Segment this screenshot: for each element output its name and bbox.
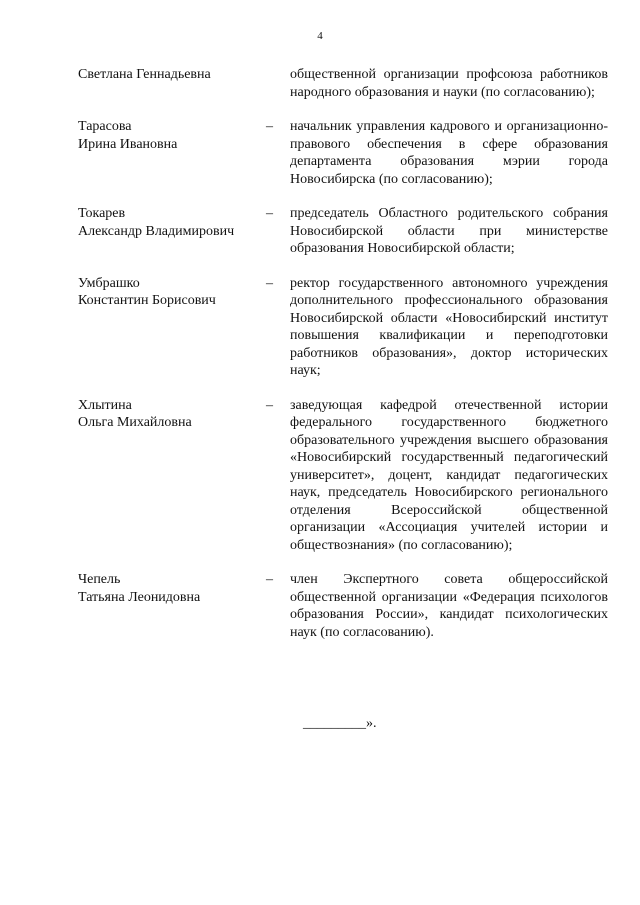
member-given-name: Ирина Ивановна [78,136,178,152]
member-surname: Чепель [78,572,121,587]
dash: – [266,119,273,134]
member-name [78,118,266,188]
dash: – [266,275,273,291]
member-surname: Тарасова [78,119,132,134]
dash [266,66,290,101]
member-name [78,397,266,555]
member-description: председатель Областного родительского собрания Новосибирской области при министерстве образования Новосибирской области; [290,206,608,256]
member-description: ректор государственного автономного учреждения дополнительного профессионального образования Новосибирской области «Новосибирский институт повышения квалификации и переподготовки работников образования», доктор исторических наук; [290,275,608,378]
page-number: 4 [317,30,323,42]
member-surname: Умбрашко [78,275,140,291]
member-given-name: Татьяна Леонидовна [78,589,201,605]
member-given-name: Константин Борисович [78,293,216,308]
member-list [78,66,608,658]
dash: – [266,572,273,587]
member-surname: Хлытина [78,397,132,413]
member-given-name: Александр Владимирович [78,223,235,239]
list-item [78,571,608,641]
list-item [78,397,608,555]
member-name [78,66,266,101]
member-name [78,571,266,641]
member-description: начальник управления кадрового и организационно-правового обеспечения в сфере образования департамента образования мэрии города Новосибирска (по согласованию); [290,119,608,187]
member-description: заведующая кафедрой отечественной истории федерального государственного бюджетного образовательного учреждения высшего образования «Новосибирский государственный педагогический университет», доцент, кандидат педагогических наук, председатель Новосибирского регионального отделения Всероссийской общественной организации «Ассоциация учителей истории и обществознания» (по согласованию); [290,397,608,553]
list-item [78,205,608,258]
member-description: член Экспертного совета общероссийской общественной организации «Федерация психологов образования России», кандидат психологических наук (по согласованию). [290,572,608,640]
member-name [78,205,266,258]
dash: – [266,397,273,413]
member-surname: Токарев [78,206,126,221]
list-item [78,275,608,380]
closing-mark: _________». [303,716,377,731]
dash: – [266,206,273,221]
member-given-name: Ольга Михайловна [78,415,192,430]
list-item [78,118,608,188]
member-description: общественной организации профсоюза работников народного образования и науки (по согласованию); [290,67,608,100]
member-name [78,275,266,380]
member-name-line1: Светлана Геннадьевна [78,67,211,82]
list-item [78,66,608,101]
